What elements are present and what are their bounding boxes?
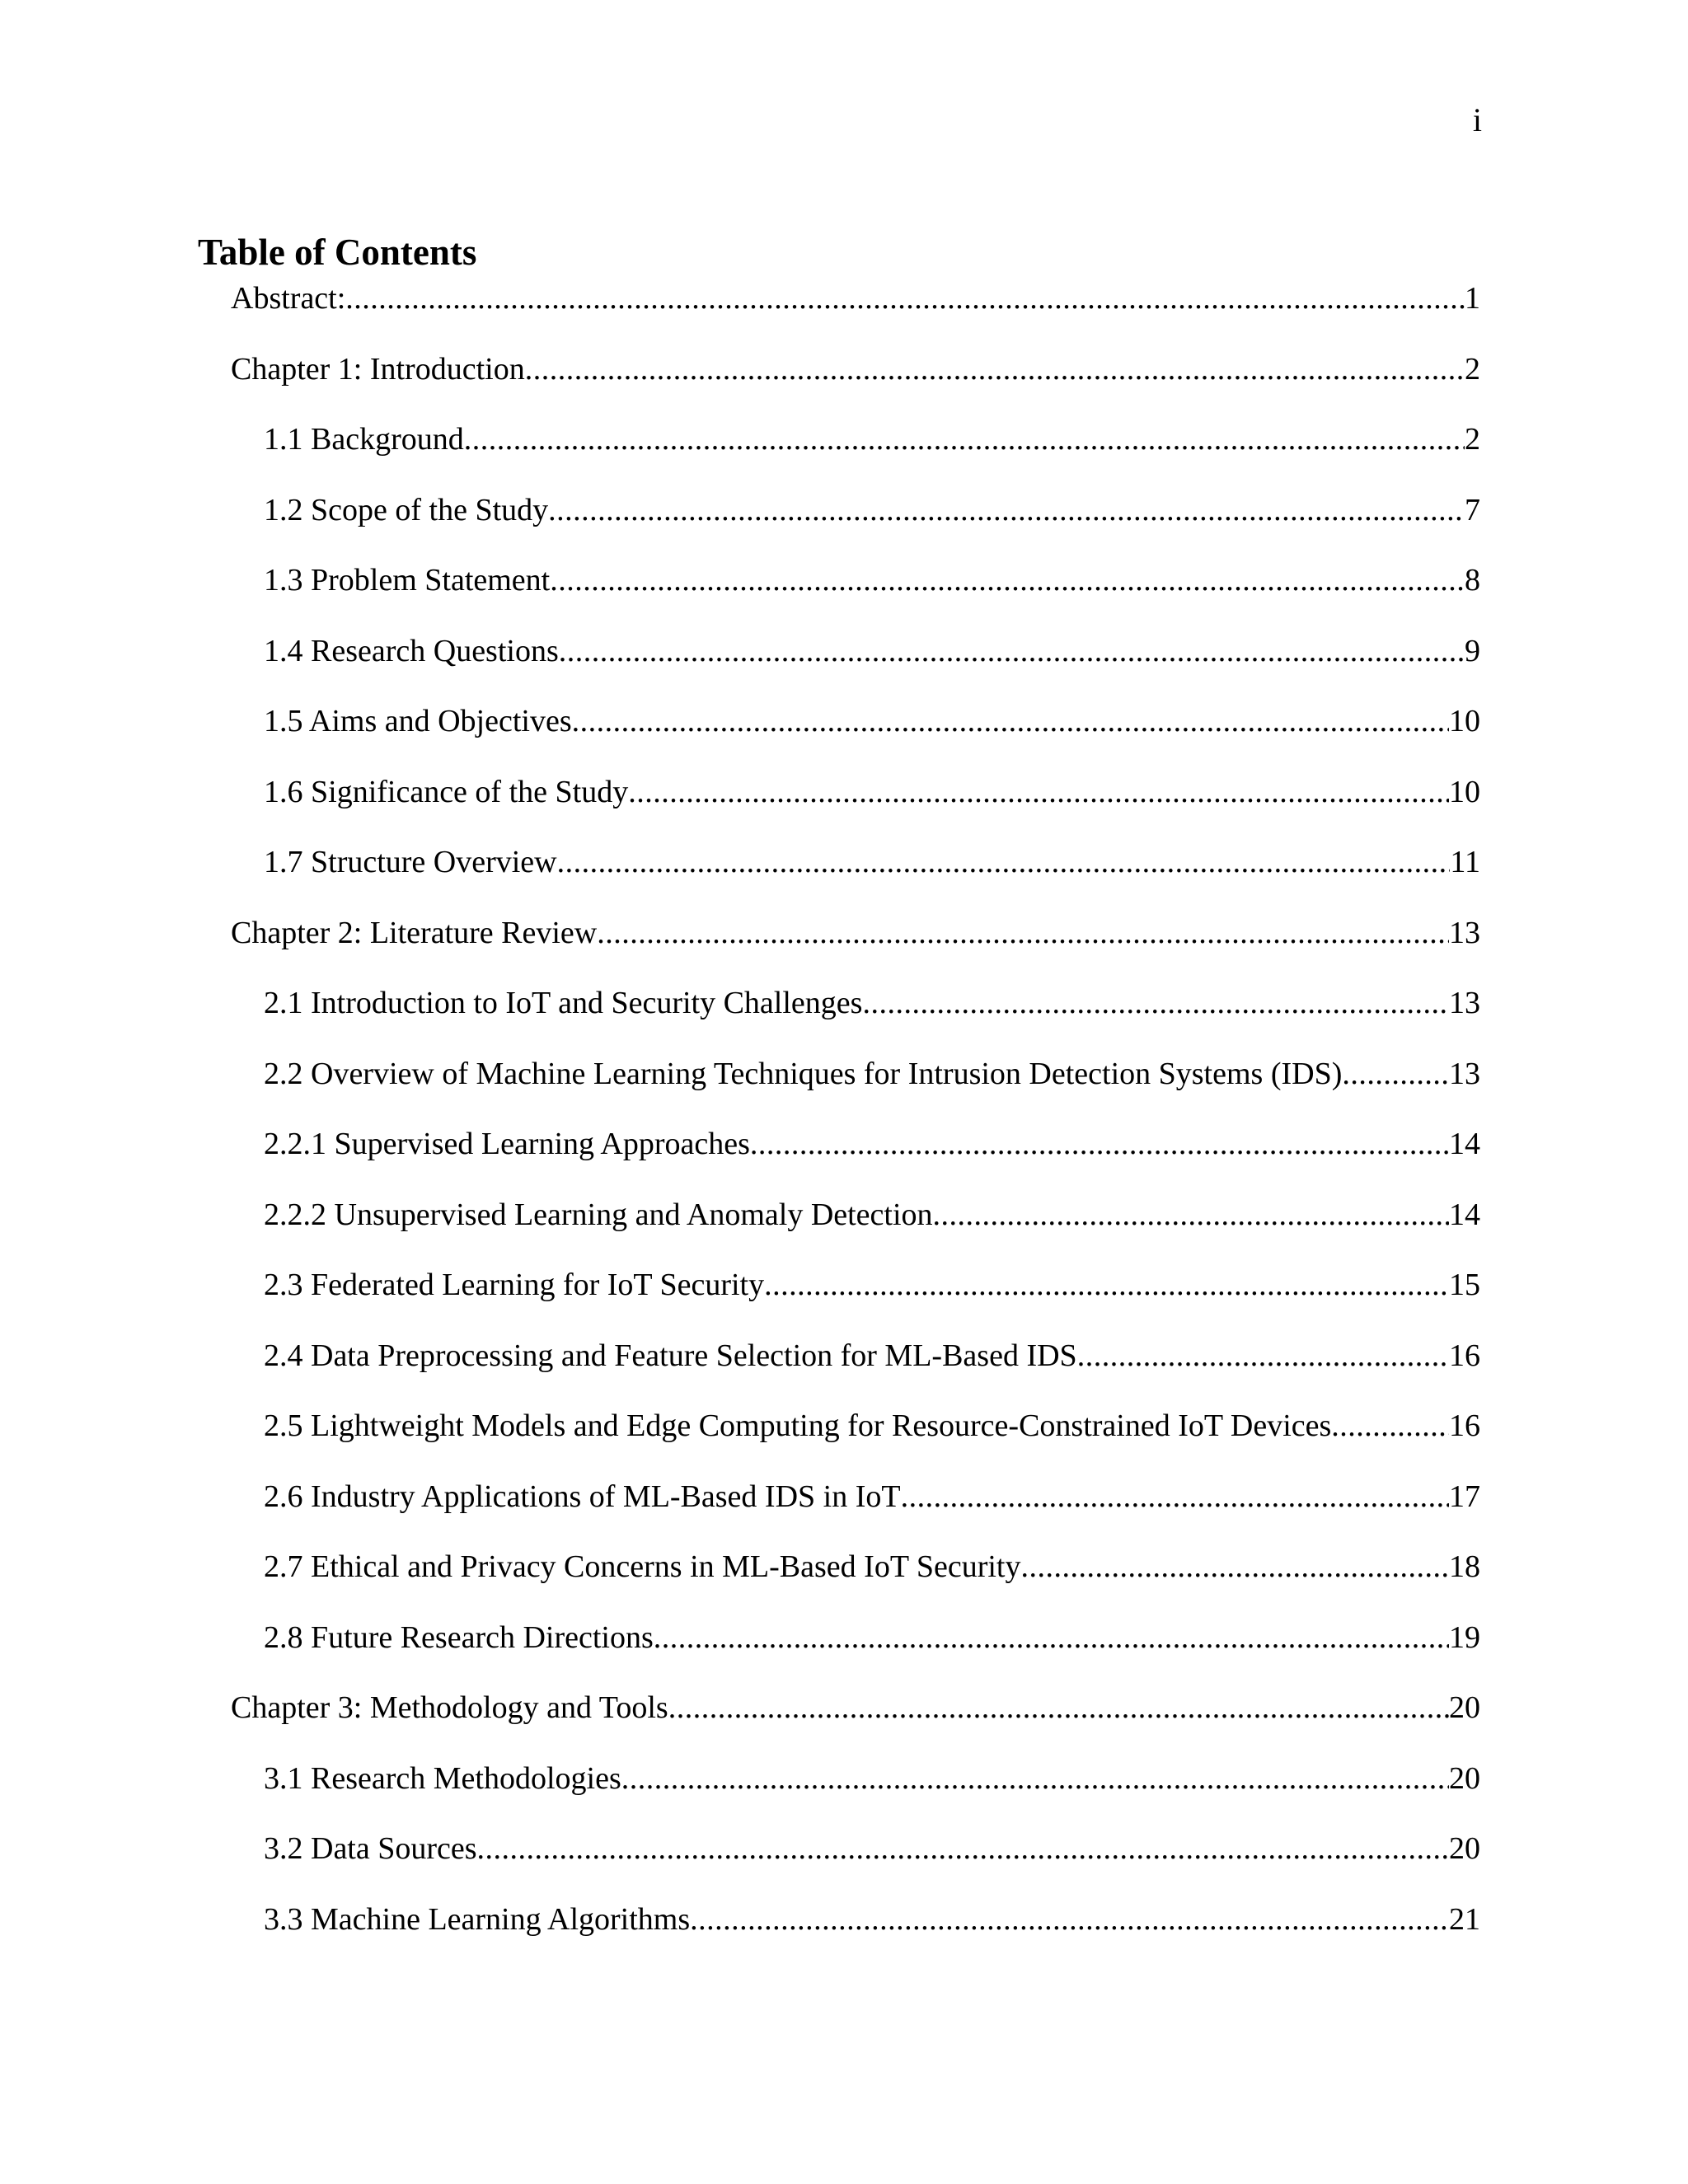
toc-dot-leader <box>572 698 1449 744</box>
toc-entry[interactable] <box>0 1825 1688 1896</box>
toc-entry-page: 9 <box>1465 633 1480 668</box>
toc-entry-page: 21 <box>1449 1901 1480 1937</box>
toc-entry-page: 17 <box>1449 1479 1480 1514</box>
toc-entry-label: 3.3 Machine Learning Algorithms <box>264 1901 691 1937</box>
toc-entry[interactable] <box>0 487 1688 558</box>
toc-dot-leader <box>559 628 1465 674</box>
toc-entry[interactable] <box>0 839 1688 910</box>
toc-entry[interactable] <box>0 1333 1688 1404</box>
toc-entry[interactable] <box>0 1403 1688 1474</box>
toc-entry[interactable] <box>0 1262 1688 1333</box>
toc-entry-label: 3.1 Research Methodologies <box>264 1760 621 1796</box>
toc-entry-page: 14 <box>1449 1127 1480 1161</box>
toc-dot-leader <box>477 1825 1449 1872</box>
toc-entry-label: 2.1 Introduction to IoT and Security Challenges <box>264 986 863 1020</box>
toc-entry-label: 2.8 Future Research Directions <box>264 1619 654 1655</box>
toc-entry-page: 10 <box>1449 704 1480 738</box>
toc-entry-page: 8 <box>1465 563 1480 598</box>
toc-entry-label: 1.2 Scope of the Study <box>264 492 549 527</box>
toc-entry[interactable] <box>0 698 1688 769</box>
toc-entry-page: 13 <box>1449 1056 1480 1091</box>
toc-entry-label: 1.4 Research Questions <box>264 633 559 668</box>
toc-entry-label: 1.7 Structure Overview <box>264 845 557 879</box>
toc-entry-label: 2.3 Federated Learning for IoT Security <box>264 1268 765 1302</box>
toc-dot-leader <box>345 275 1465 321</box>
toc-entry[interactable] <box>0 769 1688 840</box>
toc-dot-leader <box>548 487 1465 533</box>
toc-entry-label: 2.7 Ethical and Privacy Concerns in ML-Based IoT Security <box>264 1549 1021 1584</box>
toc-dot-leader <box>668 1685 1449 1731</box>
toc-entry-label: 2.2 Overview of Machine Learning Techniques for Intrusion Detection Systems (IDS) <box>264 1056 1343 1091</box>
toc-entry[interactable] <box>0 1192 1688 1263</box>
toc-dot-leader <box>557 839 1451 885</box>
toc-entry[interactable] <box>0 1896 1688 1967</box>
toc-entry-page: 18 <box>1449 1549 1480 1584</box>
toc-entry-page: 2 <box>1465 422 1480 457</box>
toc-dot-leader <box>690 1896 1449 1943</box>
toc-entry-page: 2 <box>1465 351 1480 387</box>
toc-entry-label: Chapter 3: Methodology and Tools <box>231 1690 668 1725</box>
toc-dot-leader <box>628 769 1449 815</box>
toc-entry-label: Abstract: <box>231 281 346 316</box>
toc-dot-leader <box>933 1192 1449 1238</box>
toc-dot-leader <box>862 980 1449 1026</box>
toc-entry-page: 15 <box>1449 1268 1480 1302</box>
toc-entry[interactable] <box>0 557 1688 628</box>
toc-dot-leader <box>597 910 1449 956</box>
toc-entry[interactable] <box>0 1685 1688 1755</box>
toc-entry-label: 2.2.1 Supervised Learning Approaches <box>264 1127 750 1161</box>
toc-dot-leader <box>1331 1403 1449 1449</box>
toc-entry-page: 19 <box>1449 1619 1480 1655</box>
toc-dot-leader <box>621 1755 1449 1802</box>
toc-dot-leader <box>750 1121 1449 1167</box>
toc-dot-leader <box>764 1262 1449 1308</box>
toc-entry-page: 20 <box>1449 1760 1480 1796</box>
toc-dot-leader <box>550 557 1465 603</box>
toc-entry-label: 2.6 Industry Applications of ML-Based IDS in IoT <box>264 1479 901 1514</box>
toc-entry[interactable] <box>0 1474 1688 1544</box>
toc-entry-page: 13 <box>1449 915 1480 950</box>
page-number: i <box>1472 101 1482 138</box>
toc-list <box>0 275 1688 1966</box>
toc-entry-label: Chapter 2: Literature Review <box>231 915 598 950</box>
toc-dot-leader <box>464 416 1465 462</box>
toc-entry-page: 16 <box>1449 1338 1480 1373</box>
toc-entry-page: 20 <box>1449 1831 1480 1866</box>
toc-entry[interactable] <box>0 1121 1688 1192</box>
toc-entry-label: 1.6 Significance of the Study <box>264 774 629 809</box>
toc-entry-page: 20 <box>1449 1690 1480 1725</box>
toc-entry-page: 1 <box>1465 281 1480 316</box>
toc-dot-leader <box>1342 1051 1449 1097</box>
toc-entry-label: 2.5 Lightweight Models and Edge Computing for Resource-Constrained IoT Devices <box>264 1408 1332 1443</box>
toc-title: Table of Contents <box>198 232 477 273</box>
toc-entry-page: 16 <box>1449 1408 1480 1443</box>
toc-entry-page: 7 <box>1465 492 1480 527</box>
toc-dot-leader <box>1077 1333 1449 1379</box>
toc-entry[interactable] <box>0 346 1688 417</box>
toc-entry[interactable] <box>0 275 1688 346</box>
toc-entry[interactable] <box>0 416 1688 487</box>
toc-dot-leader <box>901 1474 1449 1520</box>
toc-entry-page: 13 <box>1449 986 1480 1020</box>
toc-entry-label: 2.4 Data Preprocessing and Feature Selection for ML-Based IDS <box>264 1338 1077 1373</box>
toc-entry-label: 3.2 Data Sources <box>264 1831 477 1866</box>
toc-entry[interactable] <box>0 1755 1688 1826</box>
toc-dot-leader <box>654 1615 1449 1661</box>
toc-entry-label: 1.5 Aims and Objectives <box>264 704 572 738</box>
toc-entry-page: 11 <box>1450 845 1480 879</box>
toc-entry-page: 10 <box>1449 774 1480 809</box>
toc-entry-label: 1.3 Problem Statement <box>264 563 551 598</box>
toc-entry[interactable] <box>0 1051 1688 1122</box>
toc-dot-leader <box>525 346 1465 392</box>
toc-entry[interactable] <box>0 910 1688 981</box>
toc-entry[interactable] <box>0 628 1688 699</box>
toc-entry-label: 1.1 Background <box>264 422 464 457</box>
toc-entry-label: 2.2.2 Unsupervised Learning and Anomaly Detection <box>264 1197 933 1232</box>
toc-entry-label: Chapter 1: Introduction <box>231 351 525 387</box>
toc-entry[interactable] <box>0 980 1688 1051</box>
toc-entry-page: 14 <box>1449 1197 1480 1232</box>
toc-entry[interactable] <box>0 1544 1688 1615</box>
toc-dot-leader <box>1020 1544 1449 1590</box>
toc-entry[interactable] <box>0 1615 1688 1685</box>
